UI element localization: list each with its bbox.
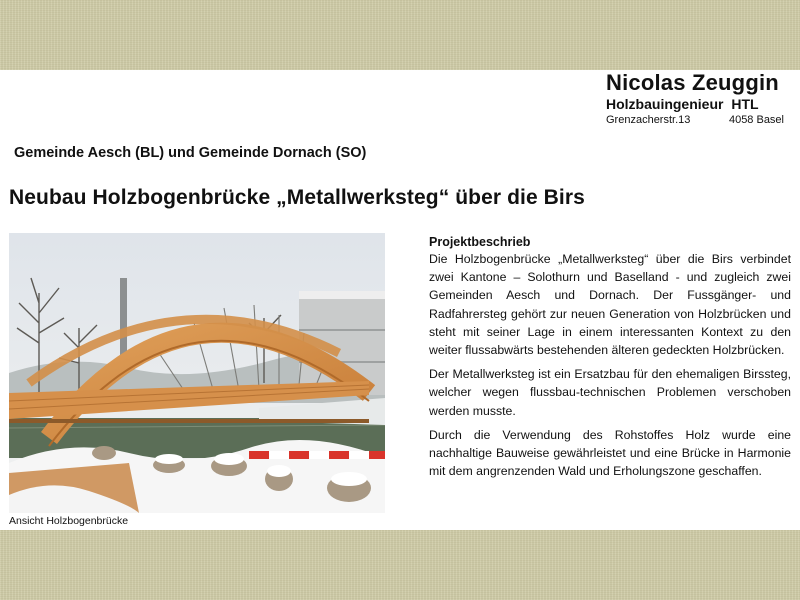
description-paragraph: Die Holzbogenbrücke „Metallwerksteg“ über die Birs verbindet zwei Kantone – Solothurn und Baselland - und zugleich zwei Gemeinden Aesch und Dornach. Der Fussgänger- und Radfahrersteg gehört zur neuen Generation von Holzbrücken und steht mit seiner Lage in einem interessanten Kontext zu den weiter flussabwärts bestehenden älteren gedeckten Holzbrücken.	[429, 252, 791, 358]
author-address	[606, 113, 786, 127]
municipality-line: Gemeinde Aesch (BL) und Gemeinde Dornach (SO)	[14, 145, 367, 161]
photo-caption: Ansicht Holzbogenbrücke	[9, 515, 129, 527]
description-paragraph: Der Metallwerksteg ist ein Ersatzbau für den ehemaligen Birssteg, welcher wegen flussbau-technischen Problemen verschoben werden musste.	[429, 367, 791, 418]
description-heading: Projektbeschrieb	[429, 235, 531, 249]
author-street: Grenzacherstr.13	[606, 114, 691, 126]
author-name: Nicolas Zeuggin	[606, 70, 779, 95]
author-title: Holzbauingenieur HTL	[606, 96, 759, 112]
description-paragraph: Durch die Verwendung des Rohstoffes Holz wurde eine nachhaltige Bauweise gewährleistet und eine Brücke in Harmonie mit dem angrenzenden Wald und Erholungszone geschaffen.	[429, 427, 791, 479]
bridge-photo	[9, 233, 385, 513]
author-block	[606, 70, 786, 127]
bridge-photo-illustration	[9, 233, 385, 513]
document-sheet	[0, 70, 800, 530]
project-description	[429, 234, 791, 486]
author-city: 4058 Basel	[728, 114, 784, 126]
page-title: Neubau Holzbogenbrücke „Metallwerksteg“ über die Birs	[9, 186, 585, 209]
